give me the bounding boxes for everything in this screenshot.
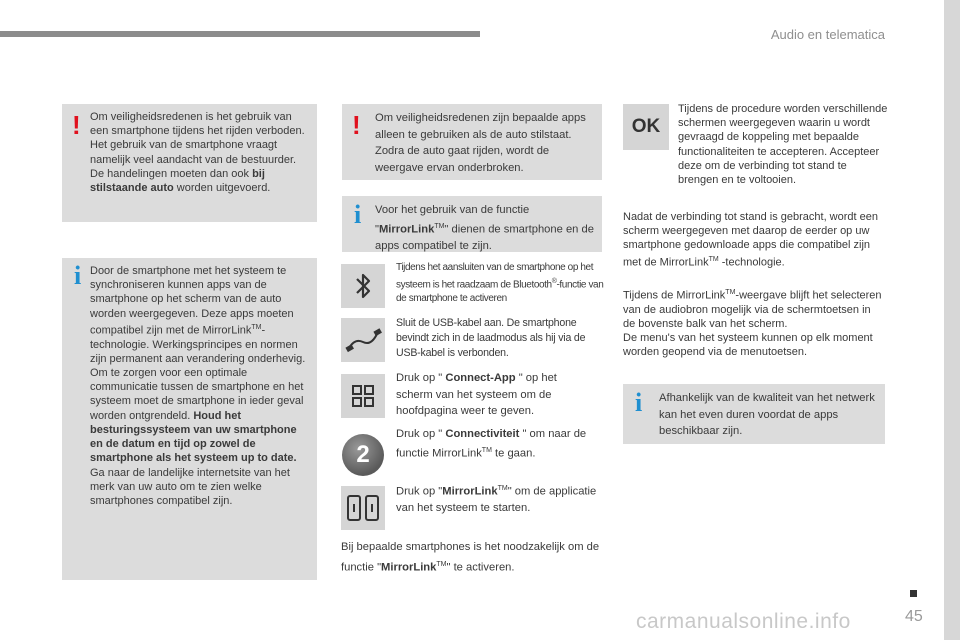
warning-icon: ! [352,110,361,140]
info-text: Door de smartphone met het systeem te synchroniseren kunnen apps van de smartphone op het scherm van de auto worden weergegeven. Deze apps moeten compatibel zijn met de MirrorLink™-technologie. Werkingsprincipes en normen zijn permanent aan verandering onderhevig. Om te zorgen voor een optimale communicatie tussen de smartphone en het systeem moet de smartphone in ieder geval worden ontgrendeld. Houd het besturingssysteem van uw smartphone en de datum en tijd op zowel de smartphone als het systeem up to date. Ga naar de landelijke internetsite van het merk van uw auto om te zien welke smartphones compatibel zijn. [90,265,306,507]
warning-icon: ! [72,110,81,140]
warning-text: Om veiligheidsredenen zijn bepaalde apps alleen te gebruiken als de auto stilstaat. Zodra de auto gaat rijden, wordt de weergave ervan onderbroken. [375,112,586,174]
page-number: 45 [905,608,923,625]
page-edge-strip [944,0,960,640]
usb-cable-icon [341,318,385,362]
info-box-mirrorlink-sync [62,258,317,580]
watermark: carmanualsonline.info [636,610,851,633]
mirrorlink-phone-icon [341,486,385,530]
ok-procedure-text: Tijdens de procedure worden verschillende schermen weergegeven waarin u wordt gevraagd de koppeling met bepaalde functionaliteiten te accepteren. Accepteer deze om de verbinding tot stand te brengen en te voltooien. [678,103,888,187]
ok-icon: OK [623,104,669,150]
warning-box-apps-stationary [342,104,602,180]
bluetooth-instruction: Tijdens het aansluiten van de smartphone op het systeem is het raadzaam de Bluetooth®-functie van de smartphone te activeren [396,262,604,305]
paragraph-connected: Nadat de verbinding tot stand is gebracht, wordt een scherm weergegeven met daarop de eerder op uw smartphone gedownloade apps die compatibel zijn met de MirrorLink™ -technologie. [623,211,878,269]
usb-instruction: Sluit de USB-kabel aan. De smartphone bevindt zich in de laadmodus als hij via de USB-kabel is verbonden. [396,317,586,359]
info-text: Voor het gebruik van de functie "MirrorLink™" dienen de smartphone en de apps compatibel te zijn. [375,204,594,252]
connect-app-instruction: Druk op " Connect-App " op het scherm van het systeem om de hoofdpagina weer te geven. [396,372,557,417]
page-bullet [910,590,917,597]
info-box-mirrorlink-compat [342,196,602,252]
step-number-icon: 2 [342,434,384,476]
warning-box-smartphone-driving [62,104,317,222]
info-icon: i [354,200,362,229]
section-title: Audio en telematica [770,27,885,42]
header-bar [0,31,480,37]
warning-text: Om veiligheidsredenen is het gebruik van een smartphone tijdens het rijden verboden. Het gebruik van de smartphone vraagt namelijk veel aandacht van de bestuurder. De handelingen moeten dan ook bij stilstaande auto worden uitgevoerd. [90,111,305,195]
info-icon: i [74,261,82,290]
mirrorlink-instruction: Druk op "MirrorLink™" om de applicatie van het systeem te starten. [396,485,597,515]
connectivity-instruction: Druk op " Connectiviteit " om naar de functie MirrorLink™ te gaan. [396,428,587,460]
info-box-network-quality [623,384,885,444]
app-grid-icon [341,374,385,418]
activation-note: Bij bepaalde smartphones is het noodzakelijk om de functie "MirrorLink™" te activeren. [341,541,600,574]
bluetooth-icon [341,264,385,308]
paragraph-audio-source: Tijdens de MirrorLink™-weergave blijft het selecteren van de audiobron mogelijk via de schermtoetsen in de bovenste balk van het scherm. De menu's van het systeem kunnen op elk moment worden geopend via de menutoetsen. [623,289,882,359]
info-icon: i [635,388,643,417]
info-text: Afhankelijk van de kwaliteit van het netwerk kan het even duren voordat de apps beschikbaar zijn. [659,392,875,437]
